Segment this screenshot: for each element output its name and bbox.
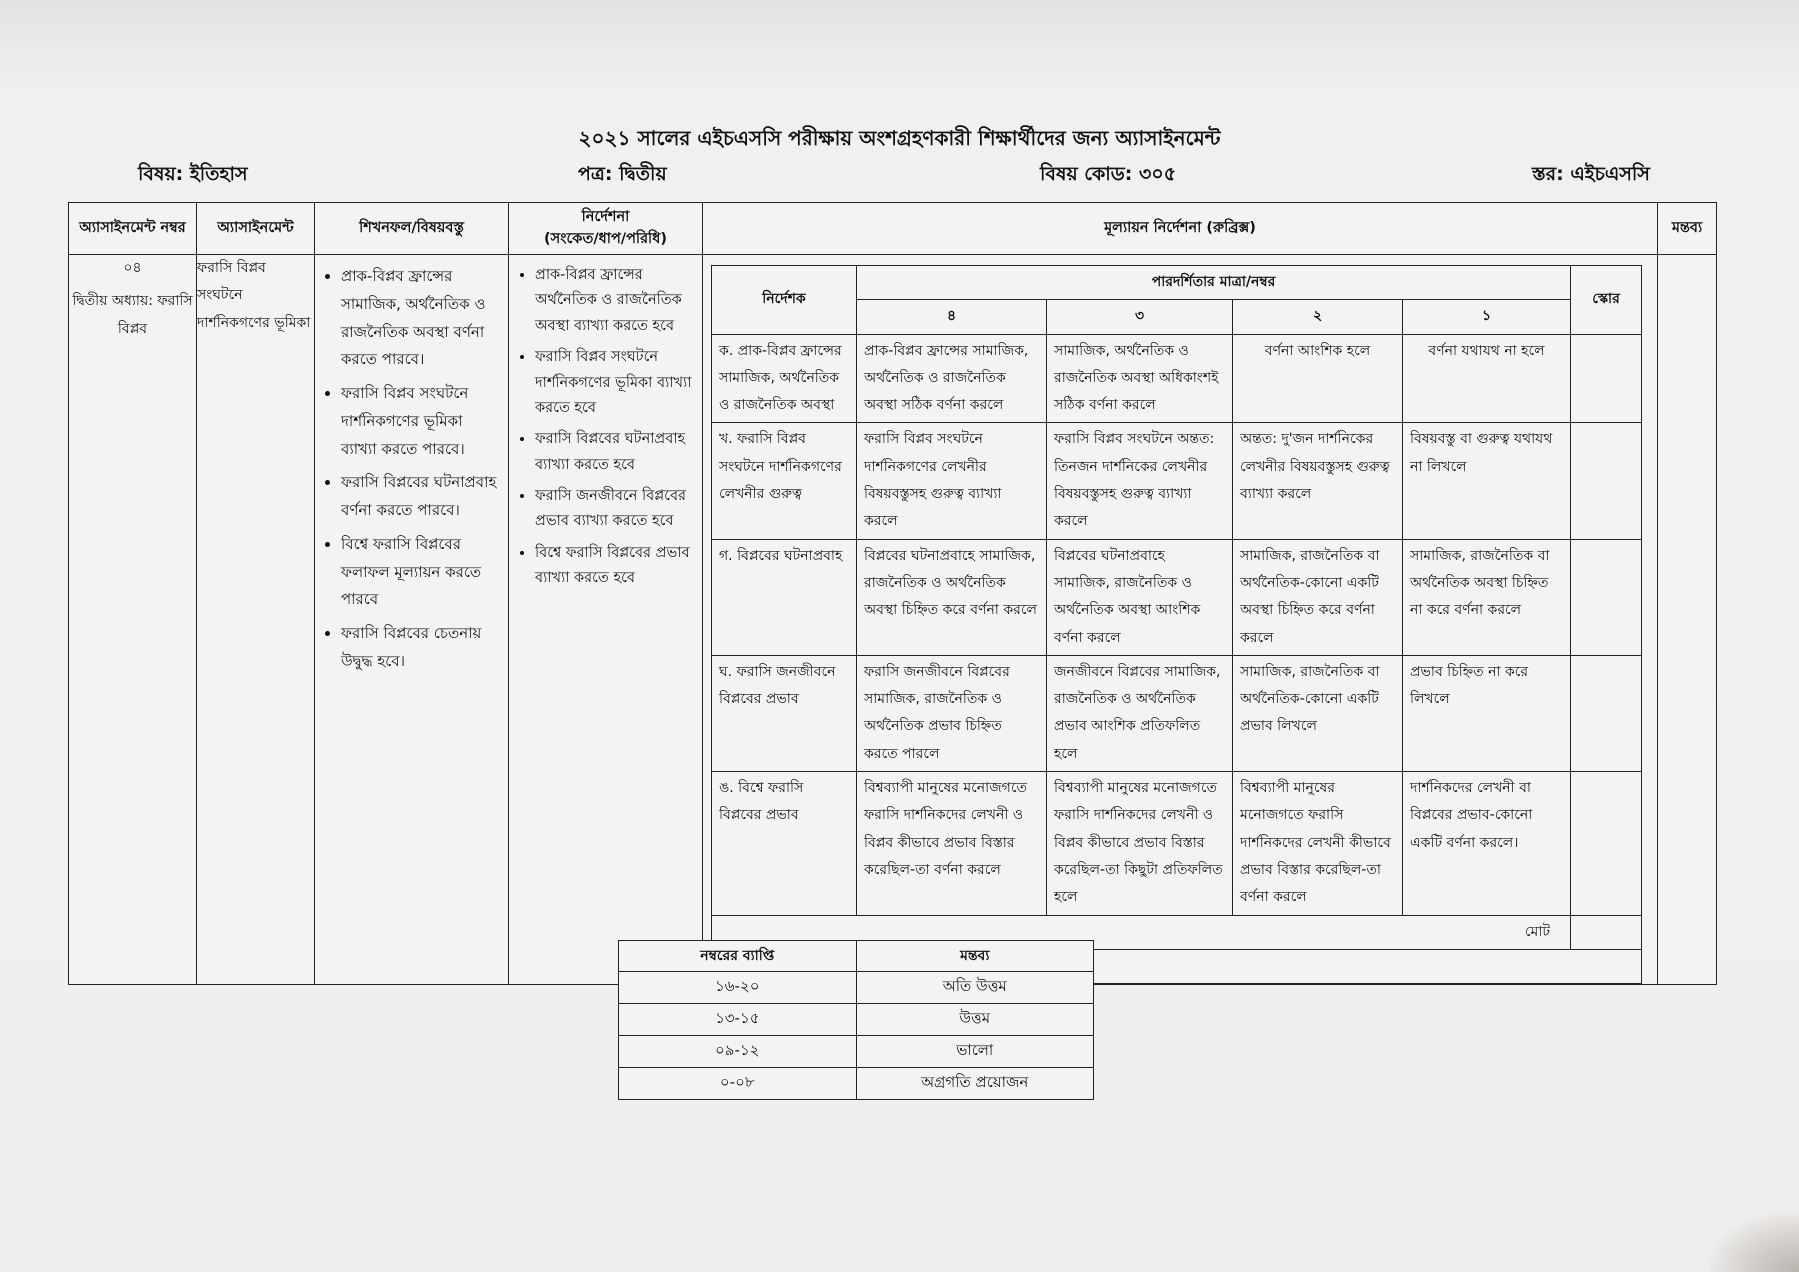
rubric-level-2: ২	[1233, 300, 1403, 334]
rubric-level3-text: বিশ্বব্যাপী মানুষের মনোজগতে ফরাসি দার্শনিকদের লেখনী ও বিপ্লব কীভাবে প্রভাব বিস্তার করেছিল-তা কিছুটা প্রতিফলিত হলে	[1047, 772, 1233, 915]
rubric-level4-text: বিপ্লবের ঘটনাপ্রবাহে সামাজিক, রাজনৈতিক ও অর্থনৈতিক অবস্থা চিহ্নিত করে বর্ণনা করলে	[857, 539, 1047, 655]
rubric-level1-text: বিষয়বস্তু বা গুরুত্ব যথাযথ না লিখলে	[1403, 423, 1571, 539]
rubric-level4-text: প্রাক-বিপ্লব ফ্রান্সের সামাজিক, অর্থনৈতিক ও রাজনৈতিক অবস্থা সঠিক বর্ণনা করলে	[857, 334, 1047, 423]
assignment-no-cell	[69, 255, 197, 985]
rubric-indicator: খ. ফরাসি বিপ্লব সংঘটনে দার্শনিকগণের লেখনীর গুরুত্ব	[712, 423, 857, 539]
subject-code-label: বিষয় কোড: ৩০৫	[1040, 163, 1177, 185]
rubric-level1-text: দার্শনিকদের লেখনী বা বিপ্লবের প্রভাব-কোনো একটি বর্ণনা করলে।	[1403, 772, 1571, 915]
grading-remark: অতি উত্তম	[856, 972, 1094, 1004]
col-header-remarks: মন্তব্য	[1658, 203, 1717, 255]
col-header-outcomes: শিখনফল/বিষয়বস্তু	[315, 203, 509, 255]
grading-remark: অগ্রগতি প্রয়োজন	[856, 1068, 1094, 1100]
grading-table	[618, 940, 1094, 1100]
guideline-item: • ফরাসি জনজীবনে বিপ্লবের প্রভাব ব্যাখ্যা করতে হবে	[535, 484, 696, 535]
outcome-item: • ফরাসি বিপ্লবের চেতনায় উদ্বুদ্ধ হবে।	[341, 620, 502, 676]
rubric-table	[711, 265, 1642, 984]
rubric-score-cell	[1571, 655, 1642, 771]
rubric-total-label: মোট	[712, 915, 1571, 949]
guideline-item: • প্রাক-বিপ্লব ফ্রান্সের অর্থনৈতিক ও রাজনৈতিক অবস্থা ব্যাখ্যা করতে হবে	[535, 263, 696, 339]
rubric-score-cell	[1571, 423, 1642, 539]
rubric-row	[712, 334, 1642, 423]
guidelines-list	[509, 255, 702, 592]
rubric-level2-text: বর্ণনা আংশিক হলে	[1233, 334, 1403, 423]
assignment-table	[68, 202, 1717, 985]
level-label: স্তর: এইচএসসি	[1532, 163, 1650, 185]
rubric-level1-text: প্রভাব চিহ্নিত না করে লিখলে	[1403, 655, 1571, 771]
paper-label: পত্র: দ্বিতীয়	[578, 163, 667, 185]
grading-row	[619, 1004, 1094, 1036]
rubric-level2-text: সামাজিক, রাজনৈতিক বা অর্থনৈতিক-কোনো একটি প্রভাব লিখলে	[1233, 655, 1403, 771]
grading-row	[619, 1068, 1094, 1100]
rubric-indicator: ঘ. ফরাসি জনজীবনে বিপ্লবের প্রভাব	[712, 655, 857, 771]
rubric-score-cell	[1571, 772, 1642, 915]
rubric-level-3: ৩	[1047, 300, 1233, 334]
subject-label: বিষয়: ইতিহাস	[138, 163, 248, 185]
guidelines-title: নির্দেশনা	[581, 209, 630, 226]
rubric-cell	[703, 255, 1658, 985]
rubric-score-header: স্কোর	[1571, 266, 1642, 335]
col-header-guidelines	[509, 203, 703, 255]
rubric-score-cell	[1571, 539, 1642, 655]
outcomes-cell	[315, 255, 509, 985]
guidelines-subtitle: (সংকেত/ধাপ/পরিধি)	[544, 230, 667, 247]
rubric-level3-text: সামাজিক, অর্থনৈতিক ও রাজনৈতিক অবস্থা অধিকাংশই সঠিক বর্ণনা করলে	[1047, 334, 1233, 423]
grading-range: ১৬-২০	[619, 972, 857, 1004]
rubric-indicator: ঙ. বিশ্বে ফরাসি বিপ্লবের প্রভাব	[712, 772, 857, 915]
document-title: ২০২১ সালের এইচএসসি পরীক্ষায় অংশগ্রহণকারী শিক্ষার্থীদের জন্য অ্যাসাইনমেন্ট	[578, 126, 1221, 150]
rubric-level2-text: সামাজিক, রাজনৈতিক বা অর্থনৈতিক-কোনো একটি অবস্থা চিহ্নিত করে বর্ণনা করলে	[1233, 539, 1403, 655]
guideline-item: • বিশ্বে ফরাসি বিপ্লবের প্রভাব ব্যাখ্যা করতে হবে	[535, 541, 696, 592]
rubric-level4-text: বিশ্বব্যাপী মানুষের মনোজগতে ফরাসি দার্শনিকদের লেখনী ও বিপ্লব কীভাবে প্রভাব বিস্তার করেছিল-তা বর্ণনা করলে	[857, 772, 1047, 915]
outcome-item: • প্রাক-বিপ্লব ফ্রান্সের সামাজিক, অর্থনৈতিক ও রাজনৈতিক অবস্থা বর্ণনা করতে পারবে।	[341, 263, 502, 374]
col-header-evaluation: মূল্যায়ন নির্দেশনা (রুব্রিক্স)	[703, 203, 1658, 255]
rubric-row	[712, 423, 1642, 539]
grading-remark: উত্তম	[856, 1004, 1094, 1036]
rubric-performance-header: পারদর্শিতার মাত্রা/নম্বর	[857, 266, 1571, 300]
rubric-level2-text: বিশ্বব্যাপী মানুষের মনোজগতে ফরাসি দার্শনিকদের লেখনী কীভাবে প্রভাব বিস্তার করেছিল-তা বর্ণনা করলে	[1233, 772, 1403, 915]
grading-remark-header: মন্তব্য	[856, 941, 1094, 972]
rubric-score-cell	[1571, 334, 1642, 423]
grading-row	[619, 1036, 1094, 1068]
rubric-indicator-header: নির্দেশক	[712, 266, 857, 335]
assignment-topic: ফরাসি বিপ্লব সংঘটনে দার্শনিকগণের ভূমিকা	[197, 260, 311, 331]
rubric-level3-text: ফরাসি বিপ্লব সংঘটনে অন্তত: তিনজন দার্শনিকের লেখনীর বিষয়বস্তুসহ গুরুত্ব ব্যাখ্যা করলে	[1047, 423, 1233, 539]
grading-range: ১৩-১৫	[619, 1004, 857, 1036]
outcome-item: • বিশ্বে ফরাসি বিপ্লবের ফলাফল মূল্যায়ন করতে পারবে	[341, 531, 502, 614]
col-header-assignment: অ্যাসাইনমেন্ট	[197, 203, 315, 255]
grading-row	[619, 972, 1094, 1004]
rubric-total-score	[1571, 915, 1642, 949]
guideline-item: • ফরাসি বিপ্লবের ঘটনাপ্রবাহ ব্যাখ্যা করতে হবে	[535, 427, 696, 478]
rubric-level2-text: অন্তত: দু'জন দার্শনিকের লেখনীর বিষয়বস্তুসহ গুরুত্ব ব্যাখ্যা করলে	[1233, 423, 1403, 539]
rubric-row	[712, 655, 1642, 771]
rubric-level1-text: সামাজিক, রাজনৈতিক বা অর্থনৈতিক অবস্থা চিহ্নিত না করে বর্ণনা করলে	[1403, 539, 1571, 655]
chapter-name: দ্বিতীয় অধ্যায়: ফরাসি বিপ্লব	[72, 293, 193, 337]
guidelines-cell	[509, 255, 703, 985]
rubric-row	[712, 772, 1642, 915]
rubric-level3-text: জনজীবনে বিপ্লবের সামাজিক, রাজনৈতিক ও অর্থনৈতিক প্রভাব আংশিক প্রতিফলিত হলে	[1047, 655, 1233, 771]
grading-range: ০-০৮	[619, 1068, 857, 1100]
outcome-item: • ফরাসি বিপ্লবের ঘটনাপ্রবাহ বর্ণনা করতে পারবে।	[341, 469, 502, 525]
rubric-level-1: ১	[1403, 300, 1571, 334]
rubric-level3-text: বিপ্লবের ঘটনাপ্রবাহে সামাজিক, রাজনৈতিক ও অর্থনৈতিক অবস্থা আংশিক বর্ণনা করলে	[1047, 539, 1233, 655]
rubric-indicator: গ. বিপ্লবের ঘটনাপ্রবাহ	[712, 539, 857, 655]
outcome-item: • ফরাসি বিপ্লব সংঘটনে দার্শনিকগণের ভূমিকা ব্যাখ্যা করতে পারবে।	[341, 380, 502, 463]
guideline-item: • ফরাসি বিপ্লব সংঘটনে দার্শনিকগণের ভূমিকা ব্যাখ্যা করতে হবে	[535, 345, 696, 421]
col-header-assignment-no: অ্যাসাইনমেন্ট নম্বর	[69, 203, 197, 255]
grading-range-header: নম্বরের ব্যাপ্তি	[619, 941, 857, 972]
outcomes-list	[315, 255, 508, 676]
rubric-level-4: ৪	[857, 300, 1047, 334]
rubric-level4-text: ফরাসি জনজীবনে বিপ্লবের সামাজিক, রাজনৈতিক ও অর্থনৈতিক প্রভাব চিহ্নিত করতে পারলে	[857, 655, 1047, 771]
rubric-level1-text: বর্ণনা যথাযথ না হলে	[1403, 334, 1571, 423]
rubric-indicator: ক. প্রাক-বিপ্লব ফ্রান্সের সামাজিক, অর্থনৈতিক ও রাজনৈতিক অবস্থা	[712, 334, 857, 423]
assignment-number: ০৪	[123, 260, 142, 276]
grading-remark: ভালো	[856, 1036, 1094, 1068]
remarks-cell	[1658, 255, 1717, 985]
rubric-row	[712, 539, 1642, 655]
grading-range: ০৯-১২	[619, 1036, 857, 1068]
assignment-cell	[197, 255, 315, 985]
rubric-level4-text: ফরাসি বিপ্লব সংঘটনে দার্শনিকগণের লেখনীর বিষয়বস্তুসহ গুরুত্ব ব্যাখ্যা করলে	[857, 423, 1047, 539]
page-corner-curl	[1709, 1212, 1799, 1272]
